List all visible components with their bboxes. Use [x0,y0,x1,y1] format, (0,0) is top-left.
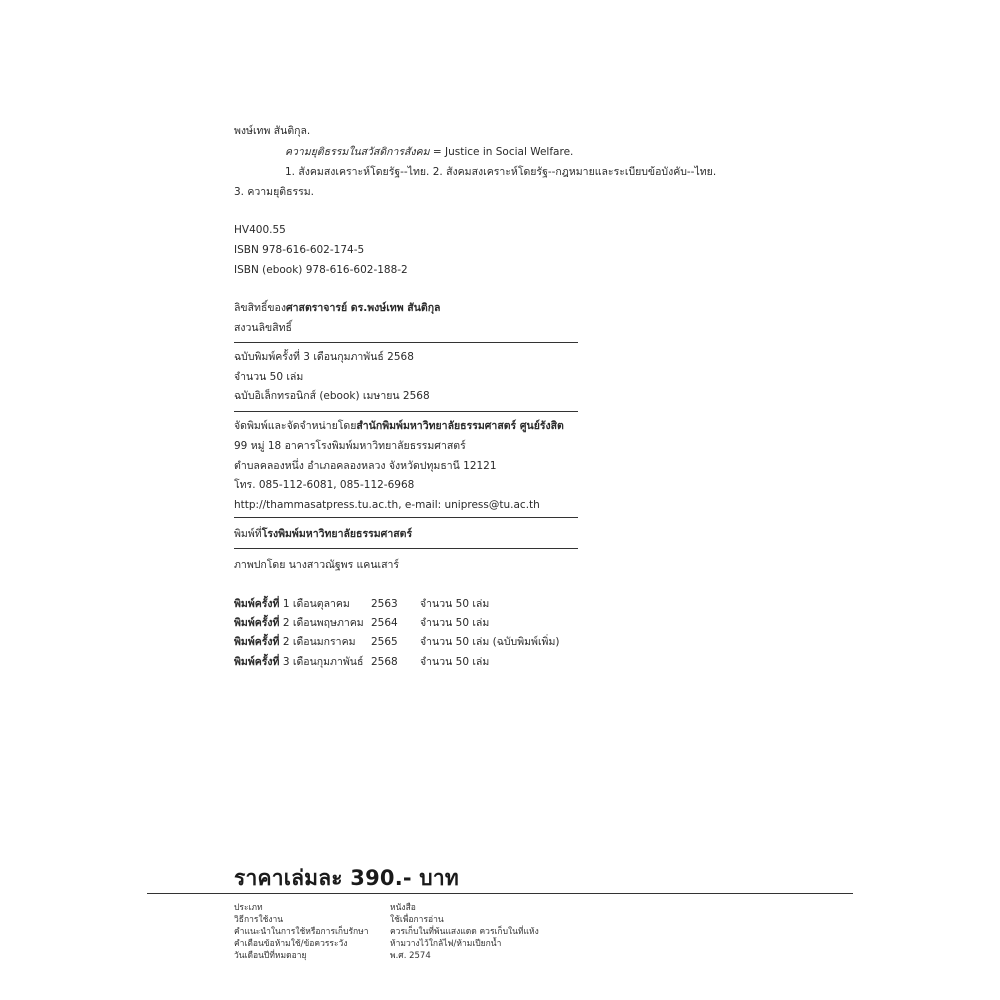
divider-1 [234,342,578,343]
catalog-subjects-2: 3. ความยุติธรรม. [234,186,315,198]
product-info-value: ใช้เพื่อการอ่าน [390,915,444,925]
isbn-ebook: ISBN (ebook) 978-616-602-188-2 [234,264,408,276]
price: ราคาเล่มละ 390.- บาท [234,866,459,890]
copyright-line [234,301,441,315]
printing-row [234,616,594,630]
printing-row [234,655,594,669]
printing-year: 2563 [371,598,398,610]
product-info-value: หนังสือ [390,903,416,913]
printing-number: 2 [282,636,290,648]
publisher-name: สำนักพิมพ์มหาวิทยาลัยธรรมศาสตร์ ศูนย์รังสิต [356,420,564,432]
printing-quantity: จำนวน 50 เล่ม [420,598,490,610]
printing-row [234,635,594,649]
printing-year: 2565 [371,636,398,648]
call-number: HV400.55 [234,224,286,236]
product-info-label: คำแนะนำในการใช้หรือการเก็บรักษา [234,927,369,937]
divider-3 [234,517,578,518]
publisher-prefix: จัดพิมพ์และจัดจำหน่ายโดย [234,420,357,432]
printing-quantity: จำนวน 50 เล่ม (ฉบับพิมพ์เพิ่ม) [420,636,560,648]
publisher-line [234,419,564,433]
printing-quantity: จำนวน 50 เล่ม [420,656,490,668]
printing-number: 1 [282,598,290,610]
printer-name: โรงพิมพ์มหาวิทยาลัยธรรมศาสตร์ [261,528,413,540]
printing-year: 2564 [371,617,398,629]
price-divider [147,893,853,894]
printing-number: 2 [282,617,290,629]
product-info-label: ประเภท [234,903,263,913]
catalog-title-thai: ความยุติธรรมในสวัสดิการสังคม [285,146,430,158]
printing-month: เดือนพฤษภาคม [292,617,364,629]
cover-credit: ภาพปกโดย นางสาวณัฐพร แคนเสาร์ [234,559,400,571]
product-info-label: คำเตือนข้อห้ามใช้/ข้อควรระวัง [234,939,348,949]
publisher-web: http://thammasatpress.tu.ac.th, e-mail: unipress@tu.ac.th [234,499,540,511]
edition-line-2: จำนวน 50 เล่ม [234,371,304,383]
publisher-address-2: ตำบลคลองหนึ่ง อำเภอคลองหลวง จังหวัดปทุมธานี 12121 [234,460,497,472]
publisher-phone: โทร. 085-112-6081, 085-112-6968 [234,479,415,491]
printing-month: เดือนกุมภาพันธ์ [292,656,364,668]
printing-number: 3 [282,656,290,668]
copyright-reserved: สงวนลิขสิทธิ์ [234,322,292,334]
printing-month: เดือนมกราคม [292,636,356,648]
printing-row [234,597,594,611]
catalog-author: พงษ์เทพ สันติกุล. [234,125,311,137]
edition-line-1: ฉบับพิมพ์ครั้งที่ 3 เดือนกุมภาพันธ์ 2568 [234,351,414,363]
printing-label: พิมพ์ครั้งที่ [234,656,280,668]
divider-2 [234,411,578,412]
isbn: ISBN 978-616-602-174-5 [234,244,365,256]
printing-label: พิมพ์ครั้งที่ [234,636,280,648]
printing-label: พิมพ์ครั้งที่ [234,598,280,610]
printer-line [234,527,412,541]
printing-quantity: จำนวน 50 เล่ม [420,617,490,629]
product-info-value: ควรเก็บในที่พ้นแสงแดด ควรเก็บในที่แห้ง [390,927,539,937]
printing-month: เดือนตุลาคม [292,598,350,610]
catalog-subjects-1: 1. สังคมสงเคราะห์โดยรัฐ--ไทย. 2. สังคมสงเคราะห์โดยรัฐ--กฎหมายและระเบียบข้อบังคับ--ไทย. [285,166,717,178]
product-info-label: วิธีการใช้งาน [234,915,284,925]
copyright-owner: ศาสตราจารย์ ดร.พงษ์เทพ สันติกุล [285,302,441,314]
printing-label: พิมพ์ครั้งที่ [234,617,280,629]
copyright-prefix: ลิขสิทธิ์ของ [234,302,286,314]
catalog-title-english: = Justice in Social Welfare. [429,146,574,158]
product-info-labels [234,902,369,962]
product-info-values [390,902,539,962]
edition-line-3: ฉบับอิเล็กทรอนิกส์ (ebook) เมษายน 2568 [234,390,430,402]
product-info-label: วันเดือนปีที่หมดอายุ [234,951,307,961]
printer-prefix: พิมพ์ที่ [234,528,262,540]
publisher-address-1: 99 หมู่ 18 อาคารโรงพิมพ์มหาวิทยาลัยธรรมศาสตร์ [234,440,466,452]
divider-4 [234,548,578,549]
product-info-value: ห้ามวางไว้ใกล้ไฟ/ห้ามเปียกน้ำ [390,939,502,949]
catalog-title [285,145,573,159]
product-info-value: พ.ศ. 2574 [390,951,431,961]
printing-year: 2568 [371,656,398,668]
